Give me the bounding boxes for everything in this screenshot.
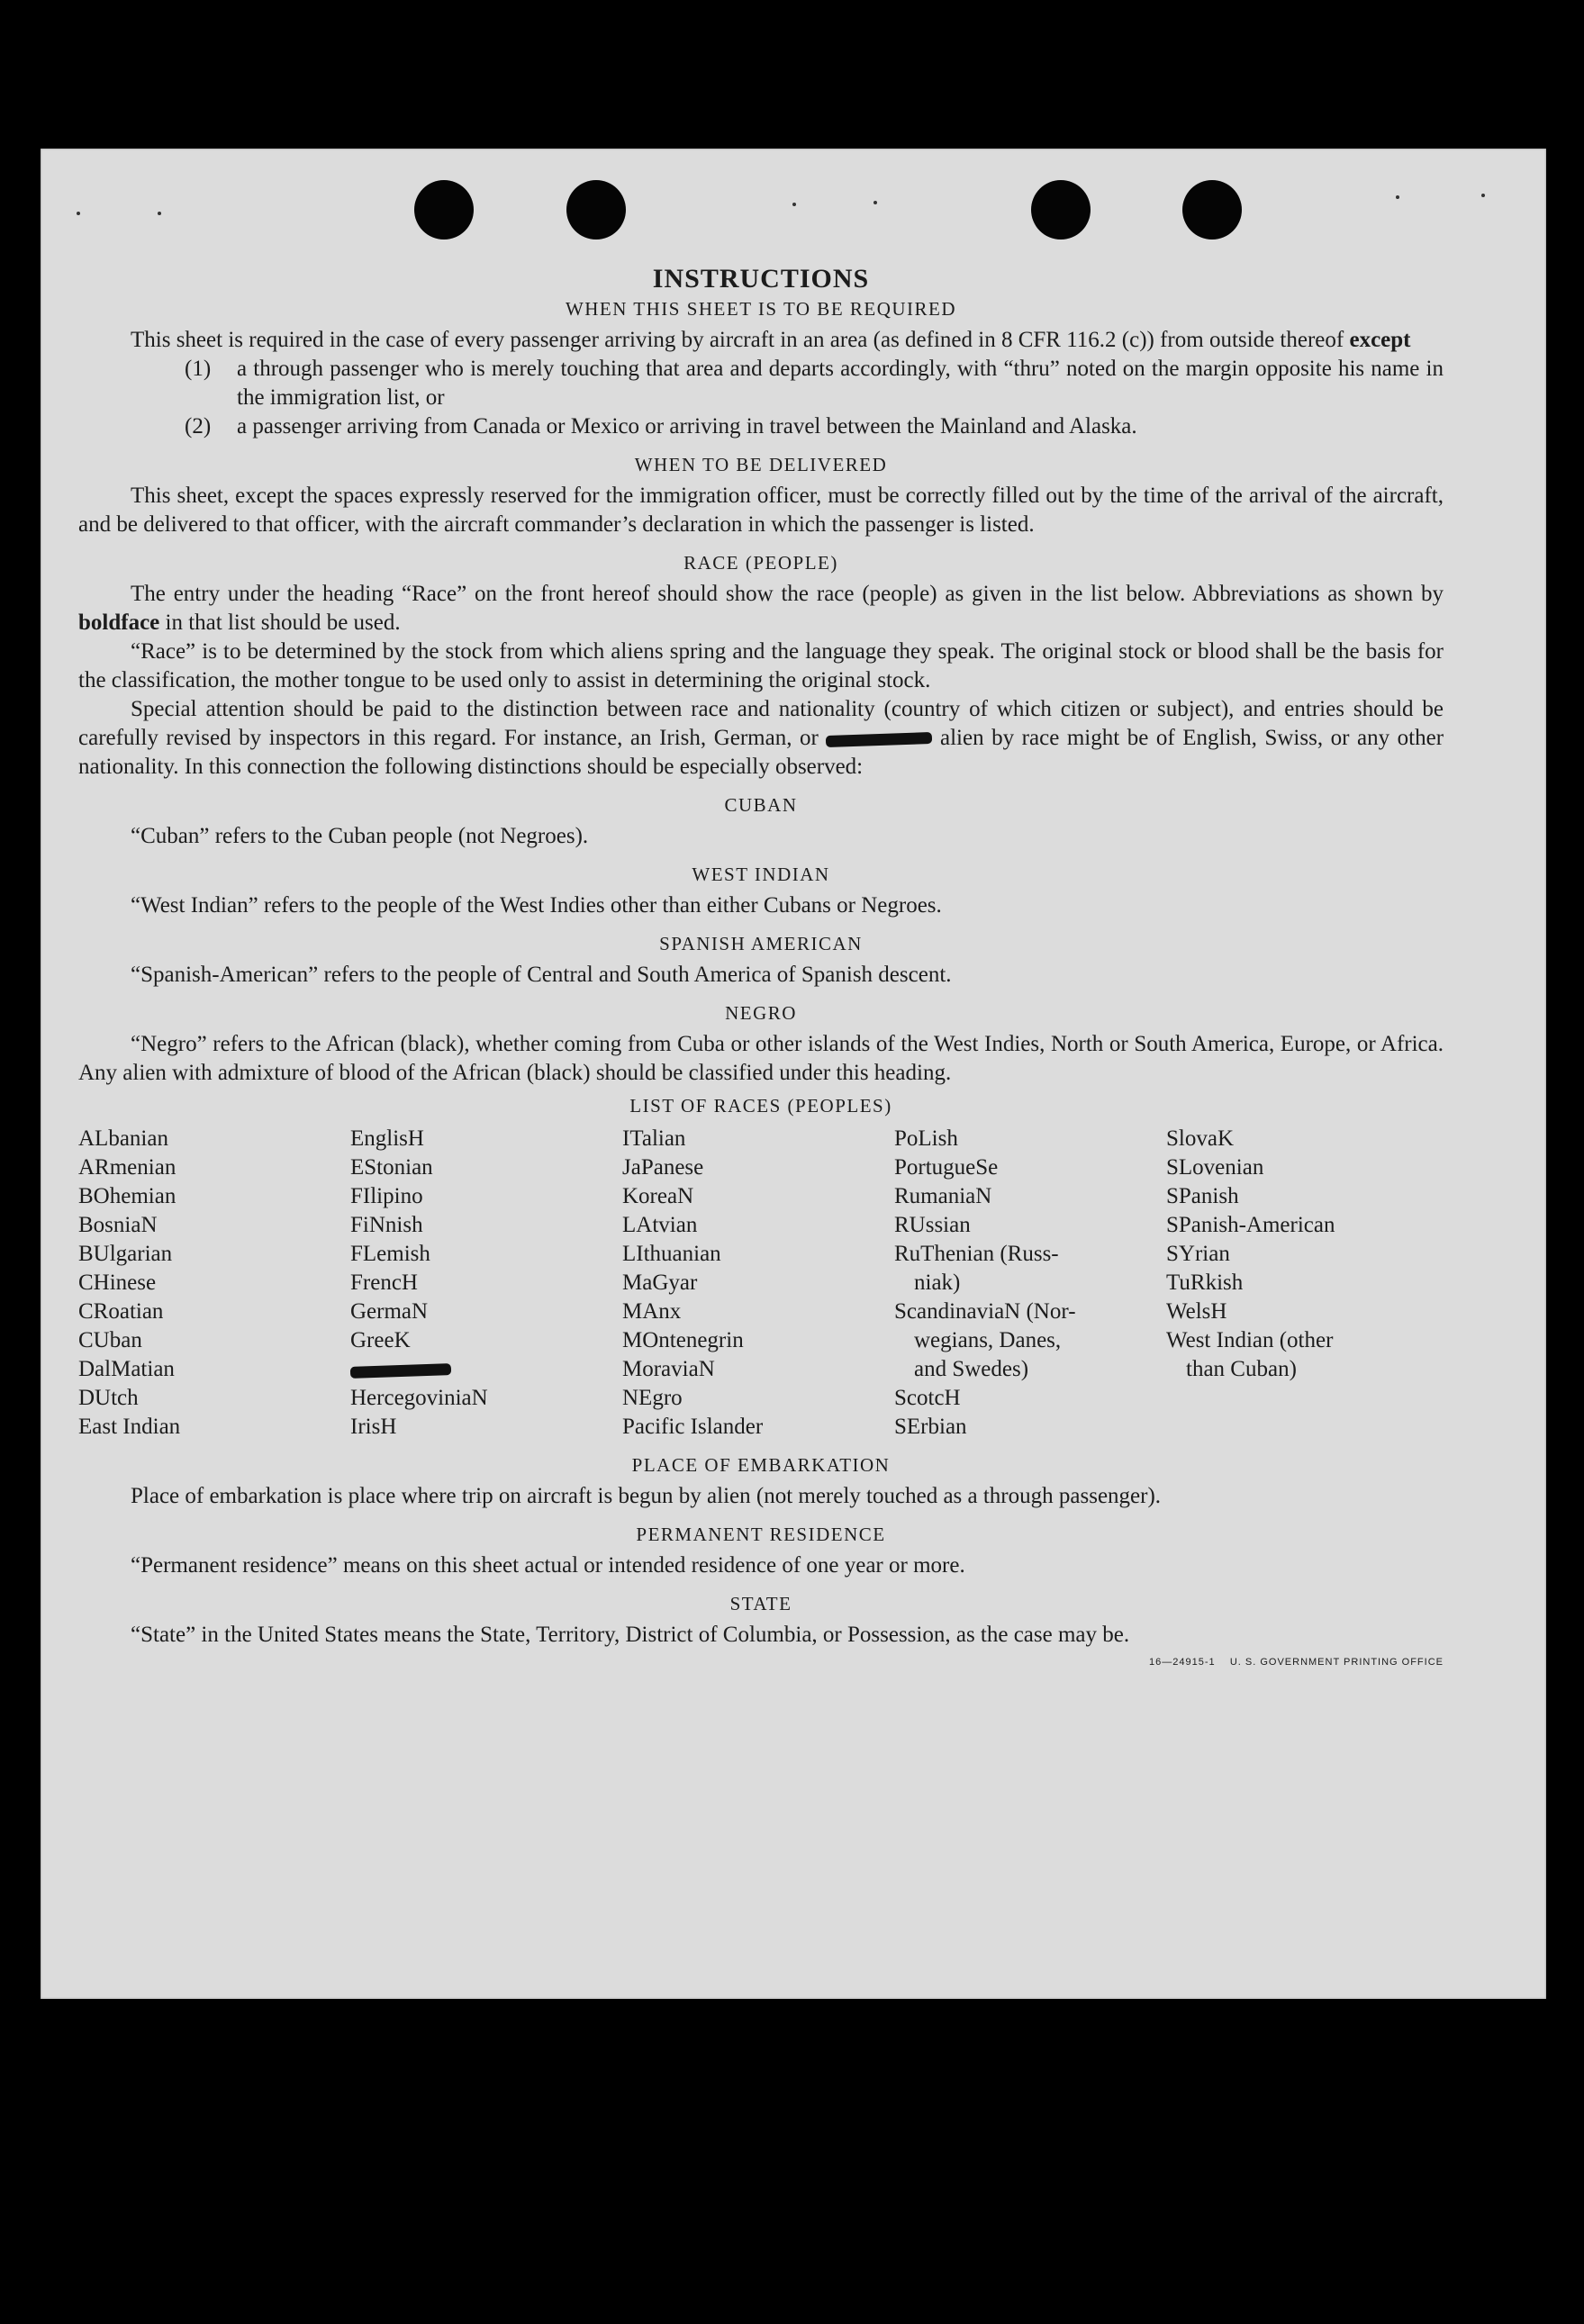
item-number: (2) [185, 414, 212, 439]
races-column [1166, 1125, 1438, 1442]
instructions-body [78, 264, 1444, 1668]
punch-hole [566, 180, 626, 240]
race-entry: FiNnish [350, 1213, 423, 1237]
heading-required: WHEN THIS SHEET IS TO BE REQUIRED [565, 298, 957, 320]
heading-cuban: CUBAN [724, 794, 798, 816]
races-list [78, 1125, 1444, 1442]
race-entry: niak) [914, 1271, 961, 1295]
heading-west-indian: WEST INDIAN [692, 864, 830, 885]
race-entry: FLemish [350, 1242, 430, 1266]
race-entry: CUban [78, 1328, 142, 1352]
race-entry: LIthuanian [622, 1242, 721, 1266]
race-entry: MoraviaN [622, 1357, 715, 1381]
printer-credit: U. S. GOVERNMENT PRINTING OFFICE [1229, 1657, 1444, 1668]
race-entry: PoLish [894, 1126, 958, 1151]
race-entry: RumaniaN [894, 1184, 992, 1208]
state-text: “State” in the United States means the State, Territory, District of Columbia, or Possession, as the case may be. [131, 1623, 1130, 1647]
item-text: a through passenger who is merely touching that area and departs accordingly, with “thru” noted on the margin opposite his name in the immigration list, or [237, 357, 1444, 410]
race-entry: DalMatian [78, 1357, 175, 1381]
heading-embarkation: PLACE OF EMBARKATION [631, 1454, 891, 1476]
speck [1481, 194, 1485, 197]
race-entry: SYrian [1166, 1242, 1230, 1266]
race-entry: FrencH [350, 1271, 418, 1295]
document-page [41, 149, 1546, 1999]
redaction-mark [826, 732, 932, 747]
race-entry: GreeK [350, 1328, 411, 1352]
race-entry: SErbian [894, 1415, 967, 1439]
race-entry: MAnx [622, 1299, 682, 1324]
race-entry [350, 1355, 622, 1384]
punch-hole [1031, 180, 1091, 240]
race-entry: West Indian (other [1166, 1328, 1334, 1352]
race-entry: SPanish [1166, 1184, 1239, 1208]
race-entry: MOntenegrin [622, 1328, 744, 1352]
race-p1-text: The entry under the heading “Race” on the front hereof should show the race (people) as given in the list below. Abbreviations as shown by [131, 582, 1444, 606]
form-code: 16—24915-1 [1149, 1657, 1216, 1668]
race-entry: BosniaN [78, 1213, 158, 1237]
heading-state: STATE [729, 1593, 792, 1614]
race-entry: wegians, Danes, [914, 1328, 1062, 1352]
required-intro-except: except [1349, 328, 1411, 352]
races-column [350, 1125, 622, 1442]
required-item [78, 412, 1444, 441]
residence-text: “Permanent residence” means on this sheet actual or intended residence of one year or more. [131, 1553, 965, 1578]
required-item [78, 355, 1444, 412]
race-entry: GermaN [350, 1299, 429, 1324]
race-entry: SPanish-American [1166, 1213, 1335, 1237]
race-entry: ITalian [622, 1126, 686, 1151]
race-entry: IrisH [350, 1415, 397, 1439]
races-column [78, 1125, 350, 1442]
race-entry: ScandinaviaN (Nor- [894, 1299, 1076, 1324]
speck [158, 212, 161, 215]
page-title: INSTRUCTIONS [652, 264, 870, 294]
heading-residence: PERMANENT RESIDENCE [636, 1524, 886, 1545]
race-entry: CRoatian [78, 1299, 164, 1324]
speck [77, 212, 80, 215]
required-intro [78, 326, 1444, 355]
spanish-american-text: “Spanish-American” refers to the people of Central and South America of Spanish descent. [131, 963, 952, 987]
race-entry: ScotcH [894, 1386, 961, 1410]
state-block [78, 1621, 1444, 1668]
item-number: (1) [185, 357, 212, 381]
race-entry: BOhemian [78, 1184, 177, 1208]
race-p3-text: Special attention should be paid to the distinction between race and nationality (country of which citizen or subject), and entries should be carefully revised by inspectors in this regard. For instance, an Irish, German, or [78, 697, 1444, 750]
heading-negro: NEGRO [725, 1002, 797, 1024]
race-entry: PortugueSe [894, 1155, 999, 1180]
race-entry: TuRkish [1166, 1271, 1244, 1295]
speck [873, 201, 877, 204]
race-entry: ALbanian [78, 1126, 168, 1151]
print-code [1149, 1657, 1444, 1668]
race-entry: Pacific Islander [622, 1415, 764, 1439]
race-entry: DUtch [78, 1386, 139, 1410]
heading-race: RACE (PEOPLE) [683, 552, 838, 574]
race-entry: EStonian [350, 1155, 433, 1180]
race-entry: NEgro [622, 1386, 683, 1410]
race-entry: East Indian [78, 1415, 181, 1439]
race-entry: FIlipino [350, 1184, 423, 1208]
race-entry: ARmenian [78, 1155, 177, 1180]
race-p3-end: alien by race might be of English, Swiss, or any other nationality. In this connection the following distinctions should be especially observed: [78, 726, 1444, 779]
negro-text: “Negro” refers to the African (black), whether coming from Cuba or other islands of the West Indies, North or South America, Europe, or Africa. Any alien with admixture of blood of the African (black) should be classified under this heading. [78, 1032, 1444, 1085]
race-entry: HercegoviniaN [350, 1386, 488, 1410]
race-entry: JaPanese [622, 1155, 704, 1180]
race-entry: WelsH [1166, 1299, 1227, 1324]
race-p1-end: in that list should be used. [165, 610, 401, 635]
race-entry: BUlgarian [78, 1242, 173, 1266]
delivered-text: This sheet, except the spaces expressly reserved for the immigration officer, must be correctly filled out by the time of the arrival of the aircraft, and be delivered to that officer, with the aircraft commander’s declaration in which the passenger is listed. [78, 484, 1444, 537]
speck [1396, 195, 1399, 199]
redaction-mark [350, 1363, 451, 1379]
embarkation-text: Place of embarkation is place where trip on aircraft is begun by alien (not merely touched as a through passenger). [131, 1484, 1162, 1508]
item-text: a passenger arriving from Canada or Mexico or arriving in travel between the Mainland and Alaska. [237, 414, 1137, 439]
race-entry: SlovaK [1166, 1126, 1234, 1151]
heading-list-of-races: LIST OF RACES (PEOPLES) [629, 1095, 892, 1117]
heading-spanish-american: SPANISH AMERICAN [659, 933, 863, 954]
race-entry: EnglisH [350, 1126, 424, 1151]
race-entry: RuThenian (Russ- [894, 1242, 1059, 1266]
speck [792, 203, 796, 206]
race-entry: MaGyar [622, 1271, 698, 1295]
west-indian-text: “West Indian” refers to the people of the West Indies other than either Cubans or Negroes. [131, 893, 942, 918]
race-entry: CHinese [78, 1271, 157, 1295]
race-paragraph-2: “Race” is to be determined by the stock from which aliens spring and the language they speak. The original stock or blood shall be the basis for the classification, the mother tongue to be used only to assist in determining the original stock. [78, 639, 1444, 692]
races-column [622, 1125, 894, 1442]
race-paragraph-3 [78, 695, 1444, 782]
required-intro-text: This sheet is required in the case of every passenger arriving by aircraft in an area (as defined in 8 CFR 116.2 (c)) from outside thereof [131, 328, 1344, 352]
race-p1-bold: boldface [78, 610, 160, 635]
race-entry: SLovenian [1166, 1155, 1264, 1180]
punch-hole [1182, 180, 1242, 240]
races-column [894, 1125, 1166, 1442]
race-entry: KoreaN [622, 1184, 694, 1208]
race-entry: than Cuban) [1186, 1357, 1297, 1381]
cuban-text: “Cuban” refers to the Cuban people (not Negroes). [131, 824, 589, 848]
race-entry: and Swedes) [914, 1357, 1029, 1381]
race-paragraph-1 [78, 580, 1444, 638]
race-entry: RUssian [894, 1213, 971, 1237]
race-entry: LAtvian [622, 1213, 698, 1237]
heading-delivered: WHEN TO BE DELIVERED [634, 454, 888, 475]
punch-hole [414, 180, 474, 240]
